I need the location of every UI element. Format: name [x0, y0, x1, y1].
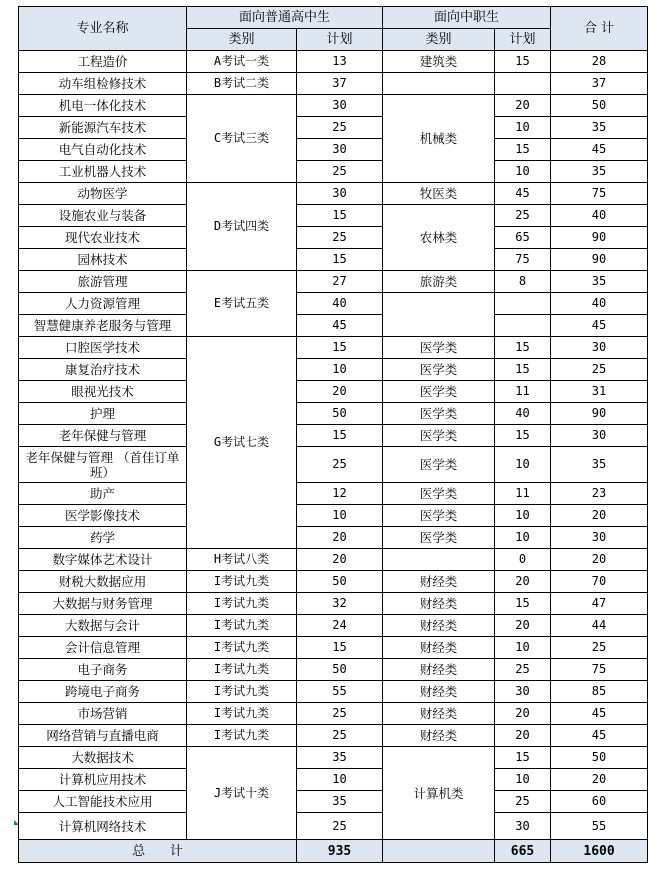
vs-plan-cell: 10	[495, 769, 551, 791]
vs-category-cell: 医学类	[383, 425, 495, 447]
vs-plan-cell	[495, 293, 551, 315]
table-row	[19, 227, 648, 249]
hs-plan-cell: 13	[297, 51, 383, 73]
vs-plan-cell: 65	[495, 227, 551, 249]
vs-plan-cell: 25	[495, 205, 551, 227]
hs-plan-cell: 55	[297, 681, 383, 703]
table-row	[19, 747, 648, 769]
hs-plan-cell: 25	[297, 447, 383, 483]
vs-plan-cell: 0	[495, 549, 551, 571]
hs-category-cell: I考试九类	[187, 703, 297, 725]
enrollment-plan-table	[18, 6, 648, 863]
major-cell: 老年保健与管理	[19, 425, 187, 447]
table-row	[19, 51, 648, 73]
hs-plan-cell: 12	[297, 483, 383, 505]
total-cell: 25	[551, 359, 648, 381]
hs-plan-cell: 15	[297, 337, 383, 359]
total-cell: 35	[551, 447, 648, 483]
vs-plan-cell: 25	[495, 791, 551, 813]
major-cell: 药学	[19, 527, 187, 549]
header-vs-plan: 计划	[495, 29, 551, 51]
total-cell: 90	[551, 249, 648, 271]
major-cell: 园林技术	[19, 249, 187, 271]
table-row	[19, 381, 648, 403]
major-cell: 工业机器人技术	[19, 161, 187, 183]
major-cell: 口腔医学技术	[19, 337, 187, 359]
major-cell: 动车组检修技术	[19, 73, 187, 95]
vs-plan-cell: 45	[495, 183, 551, 205]
vs-plan-cell	[495, 315, 551, 337]
major-cell: 计算机网络技术	[19, 813, 187, 840]
total-cell: 75	[551, 659, 648, 681]
vs-plan-cell: 10	[495, 117, 551, 139]
table-row	[19, 293, 648, 315]
vs-category-cell: 旅游类	[383, 271, 495, 293]
hs-plan-cell: 25	[297, 161, 383, 183]
major-cell: 网络营销与直播电商	[19, 725, 187, 747]
total-cell: 20	[551, 505, 648, 527]
header-group-high: 面向普通高中生	[187, 7, 383, 29]
vs-plan-cell: 10	[495, 447, 551, 483]
vs-category-cell: 财经类	[383, 637, 495, 659]
table-row	[19, 637, 648, 659]
vs-plan-cell: 20	[495, 615, 551, 637]
vs-plan-cell: 15	[495, 337, 551, 359]
vs-plan-cell: 15	[495, 359, 551, 381]
vs-plan-cell: 15	[495, 425, 551, 447]
total-cell: 20	[551, 769, 648, 791]
vs-plan-cell: 20	[495, 95, 551, 117]
table-row	[19, 117, 648, 139]
hs-plan-cell: 35	[297, 791, 383, 813]
vs-plan-cell	[495, 73, 551, 95]
total-cell: 47	[551, 593, 648, 615]
table-row	[19, 549, 648, 571]
major-cell: 助产	[19, 483, 187, 505]
total-cell: 85	[551, 681, 648, 703]
total-cell: 30	[551, 425, 648, 447]
header-row-1	[19, 7, 648, 29]
hs-plan-cell: 20	[297, 381, 383, 403]
vs-plan-cell: 20	[495, 703, 551, 725]
hs-plan-cell: 25	[297, 703, 383, 725]
total-cell: 45	[551, 725, 648, 747]
major-cell: 计算机应用技术	[19, 769, 187, 791]
hs-category-cell: I考试九类	[187, 571, 297, 593]
major-cell: 大数据与会计	[19, 615, 187, 637]
major-cell: 大数据技术	[19, 747, 187, 769]
major-cell: 跨境电子商务	[19, 681, 187, 703]
major-cell: 护理	[19, 403, 187, 425]
major-cell: 设施农业与装备	[19, 205, 187, 227]
table-row	[19, 205, 648, 227]
total-cell: 31	[551, 381, 648, 403]
vs-plan-cell: 20	[495, 571, 551, 593]
vs-plan-cell: 11	[495, 381, 551, 403]
major-cell: 财税大数据应用	[19, 571, 187, 593]
hs-category-cell: I考试九类	[187, 659, 297, 681]
hs-category-cell: H考试八类	[187, 549, 297, 571]
vs-category-cell: 财经类	[383, 681, 495, 703]
vs-plan-cell: 25	[495, 659, 551, 681]
table-row	[19, 593, 648, 615]
hs-plan-cell: 30	[297, 95, 383, 117]
table-row	[19, 447, 648, 483]
hs-plan-cell: 50	[297, 659, 383, 681]
total-hs-plan: 935	[297, 840, 383, 863]
hs-plan-cell: 24	[297, 615, 383, 637]
vs-plan-cell: 30	[495, 813, 551, 840]
vs-category-cell: 财经类	[383, 703, 495, 725]
hs-plan-cell: 50	[297, 571, 383, 593]
total-cell: 35	[551, 161, 648, 183]
hs-plan-cell: 25	[297, 813, 383, 840]
vs-category-cell: 医学类	[383, 447, 495, 483]
total-cell: 60	[551, 791, 648, 813]
hs-category-cell: G考试七类	[187, 337, 297, 549]
table-row	[19, 505, 648, 527]
vs-category-cell	[383, 73, 495, 95]
major-cell: 市场营销	[19, 703, 187, 725]
hs-plan-cell: 15	[297, 205, 383, 227]
total-row	[19, 840, 648, 863]
vs-plan-cell: 20	[495, 725, 551, 747]
vs-plan-cell: 30	[495, 681, 551, 703]
total-cell: 23	[551, 483, 648, 505]
hs-plan-cell: 10	[297, 359, 383, 381]
vs-plan-cell: 15	[495, 593, 551, 615]
table-row	[19, 791, 648, 813]
hs-plan-cell: 20	[297, 527, 383, 549]
header-vs-category: 类别	[383, 29, 495, 51]
hs-plan-cell: 25	[297, 725, 383, 747]
total-cell: 90	[551, 403, 648, 425]
total-cell: 37	[551, 73, 648, 95]
header-hs-plan: 计划	[297, 29, 383, 51]
table-row	[19, 315, 648, 337]
major-cell: 智慧健康养老服务与管理	[19, 315, 187, 337]
vs-plan-cell: 10	[495, 161, 551, 183]
vs-plan-cell: 10	[495, 527, 551, 549]
table-row	[19, 95, 648, 117]
hs-plan-cell: 15	[297, 637, 383, 659]
total-cell: 50	[551, 747, 648, 769]
table-row	[19, 527, 648, 549]
hs-plan-cell: 27	[297, 271, 383, 293]
major-cell: 新能源汽车技术	[19, 117, 187, 139]
vs-plan-cell: 11	[495, 483, 551, 505]
hs-category-cell: J考试十类	[187, 747, 297, 840]
vs-category-cell: 牧医类	[383, 183, 495, 205]
vs-category-cell: 财经类	[383, 725, 495, 747]
hs-plan-cell: 20	[297, 549, 383, 571]
hs-category-cell: I考试九类	[187, 681, 297, 703]
total-cell: 28	[551, 51, 648, 73]
major-cell: 电气自动化技术	[19, 139, 187, 161]
vs-category-cell: 财经类	[383, 659, 495, 681]
major-cell: 医学影像技术	[19, 505, 187, 527]
total-cell: 35	[551, 271, 648, 293]
major-cell: 康复治疗技术	[19, 359, 187, 381]
hs-category-cell: I考试九类	[187, 593, 297, 615]
major-cell: 数字媒体艺术设计	[19, 549, 187, 571]
major-cell: 现代农业技术	[19, 227, 187, 249]
header-major: 专业名称	[19, 7, 187, 51]
table-row	[19, 681, 648, 703]
hs-category-cell: B考试二类	[187, 73, 297, 95]
hs-plan-cell: 40	[297, 293, 383, 315]
major-cell: 旅游管理	[19, 271, 187, 293]
vs-plan-cell: 8	[495, 271, 551, 293]
vs-category-cell	[383, 293, 495, 337]
header-group-vocational: 面向中职生	[383, 7, 551, 29]
vs-category-cell: 建筑类	[383, 51, 495, 73]
hs-plan-cell: 45	[297, 315, 383, 337]
vs-category-cell: 财经类	[383, 615, 495, 637]
table-row	[19, 183, 648, 205]
vs-category-cell: 医学类	[383, 483, 495, 505]
major-cell: 大数据与财务管理	[19, 593, 187, 615]
total-cell: 30	[551, 337, 648, 359]
total-label: 总 计	[19, 840, 297, 863]
hs-plan-cell: 15	[297, 425, 383, 447]
hs-plan-cell: 35	[297, 747, 383, 769]
vs-plan-cell: 15	[495, 139, 551, 161]
hs-plan-cell: 30	[297, 139, 383, 161]
total-cell: 35	[551, 117, 648, 139]
major-cell: 人力资源管理	[19, 293, 187, 315]
total-cell: 50	[551, 95, 648, 117]
hs-category-cell: I考试九类	[187, 637, 297, 659]
total-cell: 45	[551, 315, 648, 337]
hs-plan-cell: 25	[297, 117, 383, 139]
vs-category-cell: 医学类	[383, 381, 495, 403]
hs-category-cell: A考试一类	[187, 51, 297, 73]
hs-category-cell: I考试九类	[187, 615, 297, 637]
table-row	[19, 813, 648, 840]
table-row	[19, 659, 648, 681]
total-cell: 90	[551, 227, 648, 249]
major-cell: 会计信息管理	[19, 637, 187, 659]
total-vs-plan: 665	[495, 840, 551, 863]
hs-plan-cell: 37	[297, 73, 383, 95]
table-row	[19, 769, 648, 791]
vs-category-cell	[383, 549, 495, 571]
table-row	[19, 703, 648, 725]
hs-plan-cell: 10	[297, 505, 383, 527]
total-cell: 70	[551, 571, 648, 593]
hs-category-cell: C考试三类	[187, 95, 297, 183]
vs-category-cell: 医学类	[383, 527, 495, 549]
major-cell: 机电一体化技术	[19, 95, 187, 117]
header-hs-category: 类别	[187, 29, 297, 51]
total-cell: 20	[551, 549, 648, 571]
vs-category-cell: 计算机类	[383, 747, 495, 840]
vs-plan-cell: 40	[495, 403, 551, 425]
table-row	[19, 483, 648, 505]
hs-plan-cell: 50	[297, 403, 383, 425]
hs-plan-cell: 30	[297, 183, 383, 205]
major-cell: 眼视光技术	[19, 381, 187, 403]
vs-category-cell: 机械类	[383, 95, 495, 183]
total-vs-blank	[383, 840, 495, 863]
major-cell: 老年保健与管理 （首佳订单班）	[19, 447, 187, 483]
total-cell: 75	[551, 183, 648, 205]
vs-plan-cell: 75	[495, 249, 551, 271]
table-row	[19, 403, 648, 425]
vs-plan-cell: 10	[495, 637, 551, 659]
table-row	[19, 271, 648, 293]
table-row	[19, 337, 648, 359]
vs-category-cell: 财经类	[383, 571, 495, 593]
table-row	[19, 161, 648, 183]
vs-category-cell: 医学类	[383, 359, 495, 381]
total-cell: 55	[551, 813, 648, 840]
table-row	[19, 425, 648, 447]
table-row	[19, 139, 648, 161]
vs-category-cell: 医学类	[383, 505, 495, 527]
total-cell: 25	[551, 637, 648, 659]
vs-category-cell: 农林类	[383, 205, 495, 271]
vs-category-cell: 医学类	[383, 337, 495, 359]
hs-plan-cell: 15	[297, 249, 383, 271]
table-row	[19, 359, 648, 381]
vs-category-cell: 财经类	[383, 593, 495, 615]
vs-category-cell: 医学类	[383, 403, 495, 425]
total-cell: 30	[551, 527, 648, 549]
major-cell: 工程造价	[19, 51, 187, 73]
hs-category-cell: E考试五类	[187, 271, 297, 337]
total-cell: 40	[551, 205, 648, 227]
total-cell: 45	[551, 703, 648, 725]
hs-plan-cell: 10	[297, 769, 383, 791]
table-row	[19, 249, 648, 271]
vs-plan-cell: 15	[495, 51, 551, 73]
header-total: 合 计	[551, 7, 648, 51]
major-cell: 人工智能技术应用	[19, 791, 187, 813]
hs-category-cell: D考试四类	[187, 183, 297, 271]
total-cell: 45	[551, 139, 648, 161]
total-cell: 40	[551, 293, 648, 315]
major-cell: 动物医学	[19, 183, 187, 205]
hs-plan-cell: 32	[297, 593, 383, 615]
major-cell: 电子商务	[19, 659, 187, 681]
total-grand: 1600	[551, 840, 648, 863]
hs-plan-cell: 25	[297, 227, 383, 249]
hs-category-cell: I考试九类	[187, 725, 297, 747]
vs-plan-cell: 15	[495, 747, 551, 769]
table-row	[19, 73, 648, 95]
table-row	[19, 615, 648, 637]
vs-plan-cell: 10	[495, 505, 551, 527]
table-row	[19, 725, 648, 747]
table-row	[19, 571, 648, 593]
total-cell: 44	[551, 615, 648, 637]
